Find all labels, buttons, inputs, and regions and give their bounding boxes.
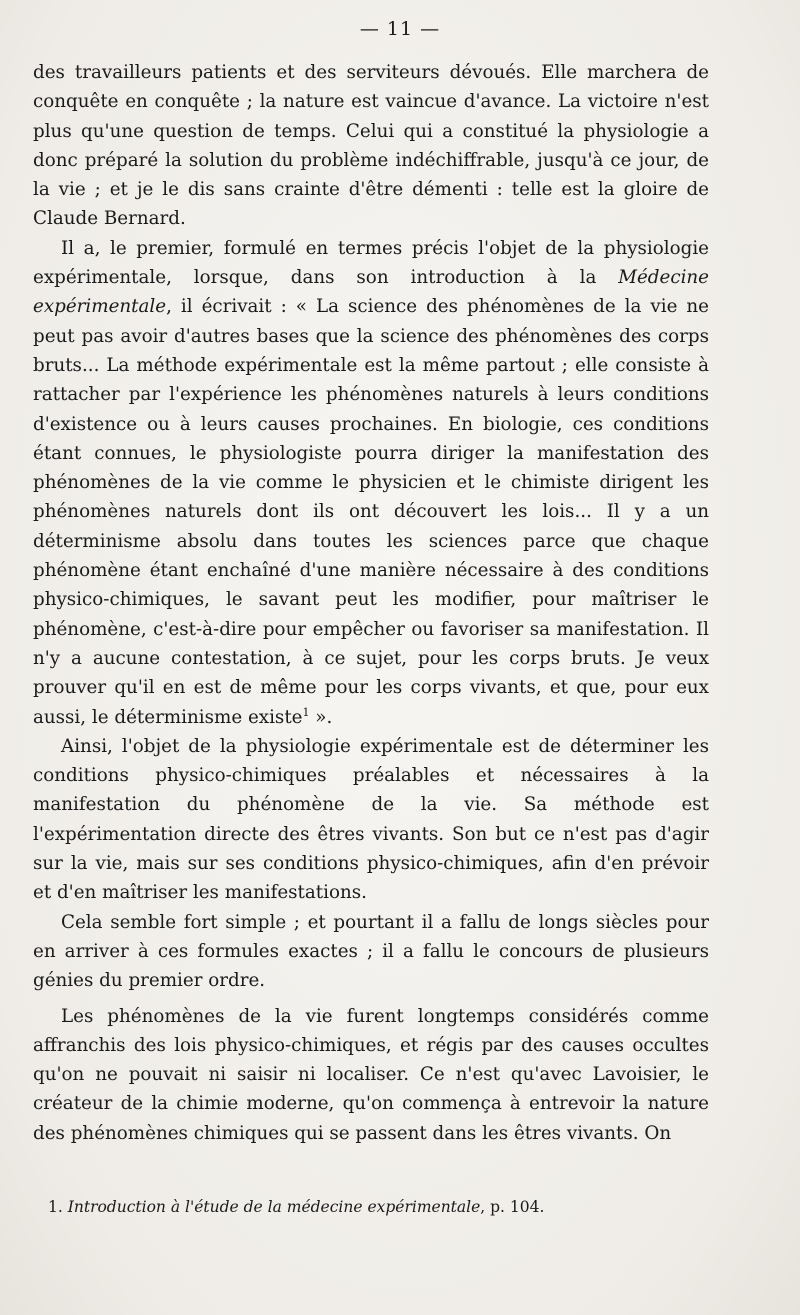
footnote	[48, 1198, 708, 1216]
paragraph: des travailleurs patients et des serviteurs dévoués. Elle marchera de conquête en conquête ; la nature est vaincue d'avance. La victoire n'est plus qu'une question de temps. Celui qui a constitué la physiologie a donc préparé la solution du problème indéchiffrable, jusqu'à ce jour, de la vie ; et je le dis sans crainte d'être démenti : telle est la gloire de Claude Bernard.	[33, 62, 709, 230]
paragraph: Cela semble fort simple ; et pourtant il a fallu de longs siècles pour en arriver à ces formules exactes ; il a fallu le concours de plusieurs génies du premier ordre.	[33, 911, 709, 992]
paragraph	[33, 234, 709, 732]
paragraph: Les phénomènes de la vie furent longtemps considérés comme affranchis des lois physico-chimiques, et régis par des causes occultes qu'on ne pouvait ni saisir ni localiser. Ce n'est qu'avec Lavoisier, le créateur de la chimie moderne, qu'on commença à entrevoir la nature des phénomènes chimiques qui se passent dans les êtres vivants. On	[33, 1005, 709, 1144]
paragraph-text: , il écrivait : « La science des phénomènes de la vie ne peut pas avoir d'autres bases que la science des phénomènes des corps bruts... La méthode expérimentale est la même partout ; elle consiste à rattacher par l'expérience les phénomènes naturels à leurs conditions d'existence ou à leurs causes prochaines. En biologie, ces conditions étant connues, le physiologiste pourra diriger la manifestation des phénomènes de la vie comme le physicien et le chimiste dirigent les phénomènes naturels dont ils ont découvert les lois... Il y a un déterminisme absolu dans toutes les sciences parce que chaque phénomène étant enchaîné d'une manière nécessaire à des conditions physico-chimiques, le savant peut les modifier, pour maîtriser le phénomène, c'est-à-dire pour empêcher ou favoriser sa manifestation. Il n'y a aucune contestation, à ce sujet, pour les corps bruts. Je veux prouver qu'il en est de même pour les corps vivants, et que, pour eux aussi, le déterminisme existe	[33, 296, 709, 728]
footnote-page: , p. 104.	[480, 1198, 545, 1216]
paragraph-text: Il a, le premier, formulé en termes précis l'objet de la physiologie expérimentale, lorsque, dans son introduction à la	[33, 237, 709, 289]
footnote-reference: 1	[302, 705, 310, 719]
paragraph: Ainsi, l'objet de la physiologie expérimentale est de déterminer les conditions physico-chimiques préalables et nécessaires à la manifestation du phénomène de la vie. Sa méthode est l'expérimentation directe des êtres vivants. Son but ce n'est pas d'agir sur la vie, mais sur ses conditions physico-chimiques, afin d'en prévoir et d'en maîtriser les manifestations.	[33, 735, 709, 904]
paragraph-text: ».	[309, 706, 333, 728]
main-text	[33, 58, 709, 1148]
footnote-number: 1.	[48, 1198, 63, 1216]
page-number: — 11 —	[359, 18, 441, 40]
footnote-title: Introduction à l'étude de la médecine expérimentale	[67, 1198, 481, 1216]
book-title-italic: Médecine expérimentale	[33, 267, 710, 318]
